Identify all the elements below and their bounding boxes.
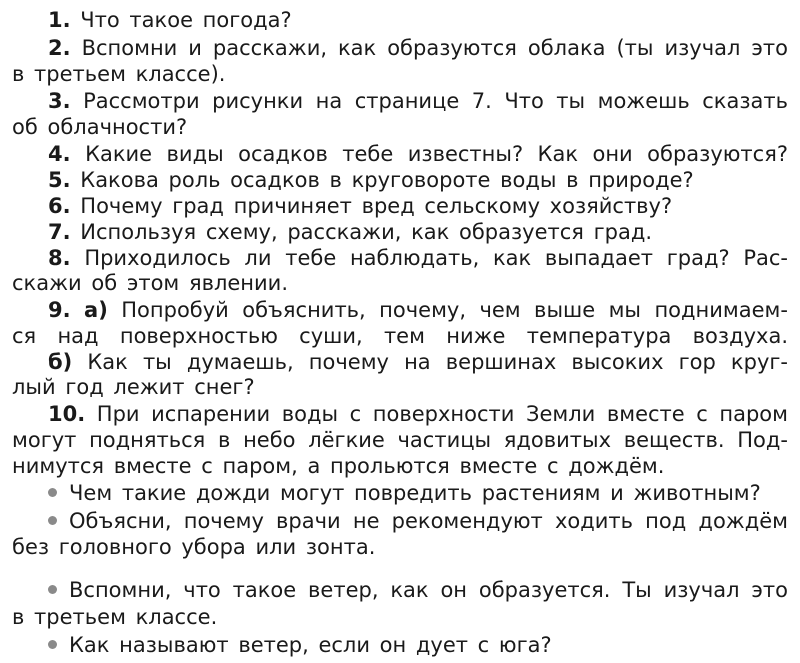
question-9b-line-2 [12,374,788,400]
question-number: 9. [48,298,71,322]
bullet-text: Объясни, почему врачи не рекомендуют ходить под дождём [69,509,788,533]
question-number: 4. [48,142,71,166]
bullet-icon [48,585,57,594]
question-number: 8. [48,246,71,270]
question-6-line-1 [48,193,788,219]
question-text: Рассмотри рисунки на странице 7. Что ты можешь сказать [83,89,788,113]
question-3-line-1 [48,88,788,114]
review-bullet-continuation [12,604,788,630]
question-3-line-2 [12,114,788,140]
review-bullet-item [48,577,788,603]
question-7-line-1 [48,219,788,245]
question-text: в третьем классе). [12,62,226,86]
question-text: Что такое погода? [80,8,292,32]
question-number: 6. [48,194,71,218]
bullet-item-continuation [12,534,788,560]
review-bullet-item [48,632,788,658]
question-text: Попробуй объяснить, почему, чем выше мы поднимаем- [121,298,788,322]
question-text: ся над поверхностью суши, тем ниже температура воздуха. [12,324,788,348]
question-text: Почему град причиняет вред сельскому хозяйству? [80,194,673,218]
bullet-text: в третьем классе. [12,605,218,629]
question-number: 7. [48,220,71,244]
question-8-line-1 [48,245,788,271]
question-1-line-1 [48,7,788,33]
subquestion-letter: б) [48,350,73,374]
question-10-line-2 [12,427,788,453]
question-9a-line-1 [48,297,788,323]
question-9a-line-2 [12,323,788,349]
question-number: 2. [48,36,71,60]
question-text: лый год лежит снег? [12,375,255,399]
question-10-line-3 [12,453,788,479]
question-10-line-1 [48,401,788,427]
question-number: 3. [48,89,71,113]
question-9b-line-1 [48,349,788,375]
bullet-text: Чем такие дожди могут повредить растениям и животным? [69,481,761,505]
question-4-line-1 [48,141,788,167]
question-number: 5. [48,168,71,192]
question-text: Как ты думаешь, почему на вершинах высоких гор круг- [87,350,788,374]
bullet-icon [48,516,57,525]
bullet-item [48,508,788,534]
question-2-line-2 [12,61,788,87]
bullet-text: Вспомни, что такое ветер, как он образуется. Ты изучал это [69,578,788,602]
subquestion-letter: а) [84,298,108,322]
question-text: об облачности? [12,115,188,139]
question-text: Какие виды осадков тебе известны? Как они образуются? [85,142,788,166]
question-text: Приходилось ли тебе наблюдать, как выпадает град? Рас- [84,246,788,270]
bullet-icon [48,488,57,497]
question-text: могут подняться в небо лёгкие частицы ядовитых веществ. Под- [12,428,788,452]
bullet-item [48,480,788,506]
question-text: скажи об этом явлении. [12,271,288,295]
bullet-icon [48,640,57,649]
question-number: 1. [48,8,71,32]
question-5-line-1 [48,167,788,193]
question-8-line-2 [12,270,788,296]
question-text: нимутся вместе с паром, а прольются вместе с дождём. [12,454,665,478]
question-text: Используя схему, расскажи, как образуется град. [80,220,653,244]
question-text: При испарении воды с поверхности Земли вместе с паром [96,402,788,426]
question-text: Какова роль осадков в круговороте воды в природе? [80,168,694,192]
question-text: Вспомни и расскажи, как образуются облака (ты изучал это [81,36,788,60]
question-2-line-1 [48,35,788,61]
question-number: 10. [48,402,86,426]
bullet-text: без головного убора или зонта. [12,535,376,559]
bullet-text: Как называют ветер, если он дует с юга? [69,633,552,657]
